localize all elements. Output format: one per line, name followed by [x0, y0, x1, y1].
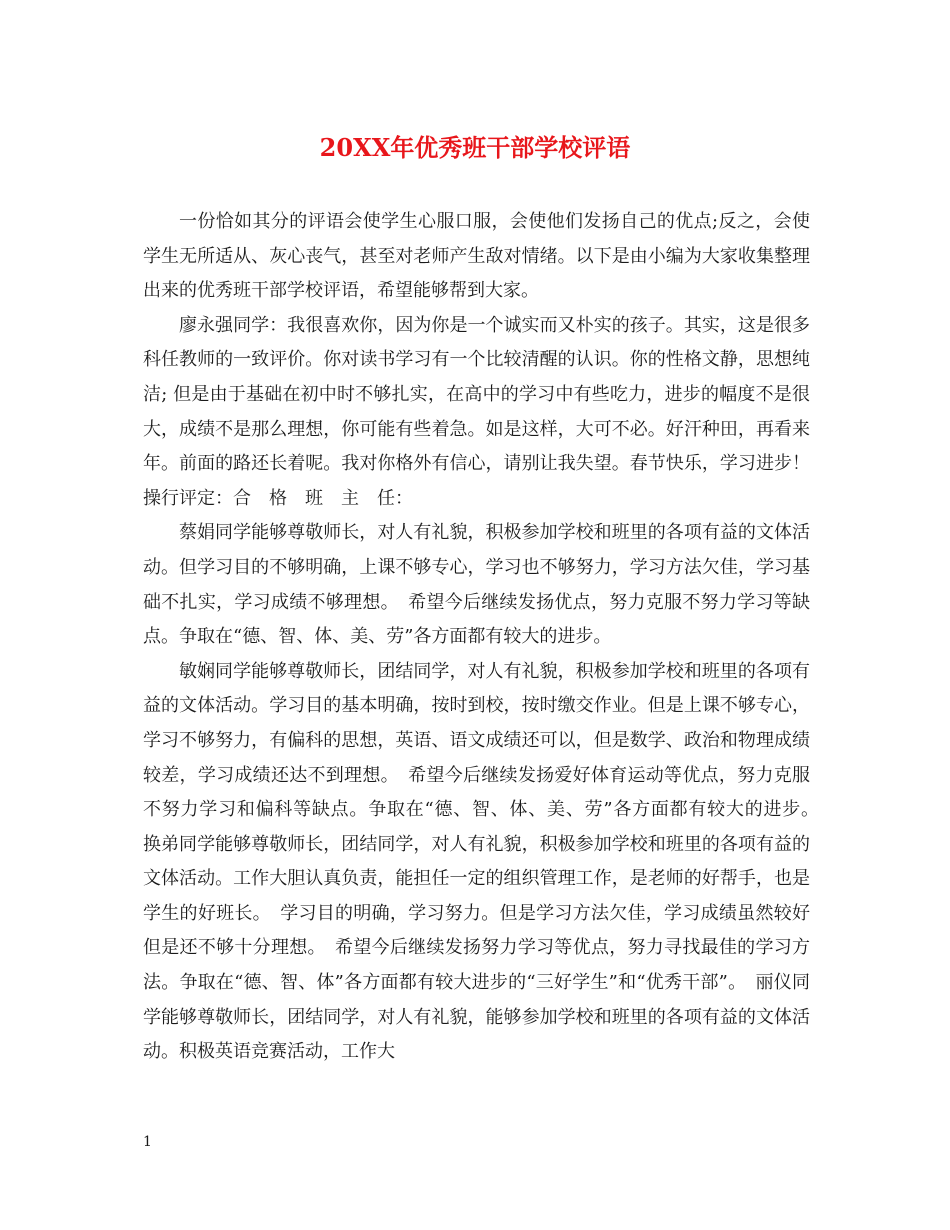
- paragraph-comment-cai: 蔡娟同学能够尊敬师长，对人有礼貌，积极参加学校和班里的各项有益的文体活动。但学习目的不够明确，上课不够专心，学习也不够努力，学习方法欠佳，学习基础不扎实，学习成绩不够理想。 希望今后继续发扬优点，努力克服不努力学习等缺点。争取在“德、智、体、美、劳”各方面都有较大的进步。: [143, 522, 810, 648]
- paragraph-intro: 一份恰如其分的评语会使学生心服口服，会使他们发扬自己的优点;反之，会使学生无所适从、灰心丧气，甚至对老师产生敌对情绪。以下是由小编为大家收集整理出来的优秀班干部学校评语，希望能够帮到大家。: [143, 211, 810, 302]
- paragraph-comment-min: 敏娴同学能够尊敬师长，团结同学，对人有礼貌，积极参加学校和班里的各项有益的文体活动。学习目的基本明确，按时到校，按时缴交作业。但是上课不够专心，学习不够努力，有偏科的思想，英语、语文成绩还可以，但是数学、政治和物理成绩较差，学习成绩还达不到理想。 希望今后继续发扬爱好体育运动等优点，努力克服不努力学习和偏科等缺点。争取在“德、智、体、美、劳”各方面都有较大的进步。 换弟同学能够尊敬师长，团结同学，对人有礼貌，积极参加学校和班里的各项有益的文体活动。工作大胆认真负责，能担任一定的组织管理工作，是老师的好帮手，也是学生的好班长。 学习目的明确，学习努力。但是学习方法欠佳，学习成绩虽然较好但是还不够十分理想。 希望今后继续发扬努力学习等优点，努力寻找最佳的学习方法。争取在“德、智、体”各方面都有较大进步的“三好学生”和“优秀干部”。 丽仪同学能够尊敬师长，团结同学，对人有礼貌，能够参加学校和班里的各项有益的文体活动。积极英语竞赛活动，工作大: [143, 660, 828, 1063]
- page-number: 1: [143, 1134, 152, 1150]
- document-body: [143, 205, 828, 1070]
- paragraph-comment-liao: 廖永强同学：我很喜欢你，因为你是一个诚实而又朴实的孩子。其实，这是很多科任教师的一致评价。你对读书学习有一个比较清醒的认识。你的性格文静，思想纯洁; 但是由于基础在初中时不够扎实，在高中的学习中有些吃力，进步的幅度不是很大，成绩不是那么理想，你可能有些着急。如是这样，大可不必。好汗种田，再看来年。前面的路还长着呢。我对你格外有信心，请别让我失望。春节快乐，学习进步！操行评定：合 格 班 主 任：: [143, 314, 810, 509]
- document-title: 20XX年优秀班干部学校评语: [319, 133, 631, 162]
